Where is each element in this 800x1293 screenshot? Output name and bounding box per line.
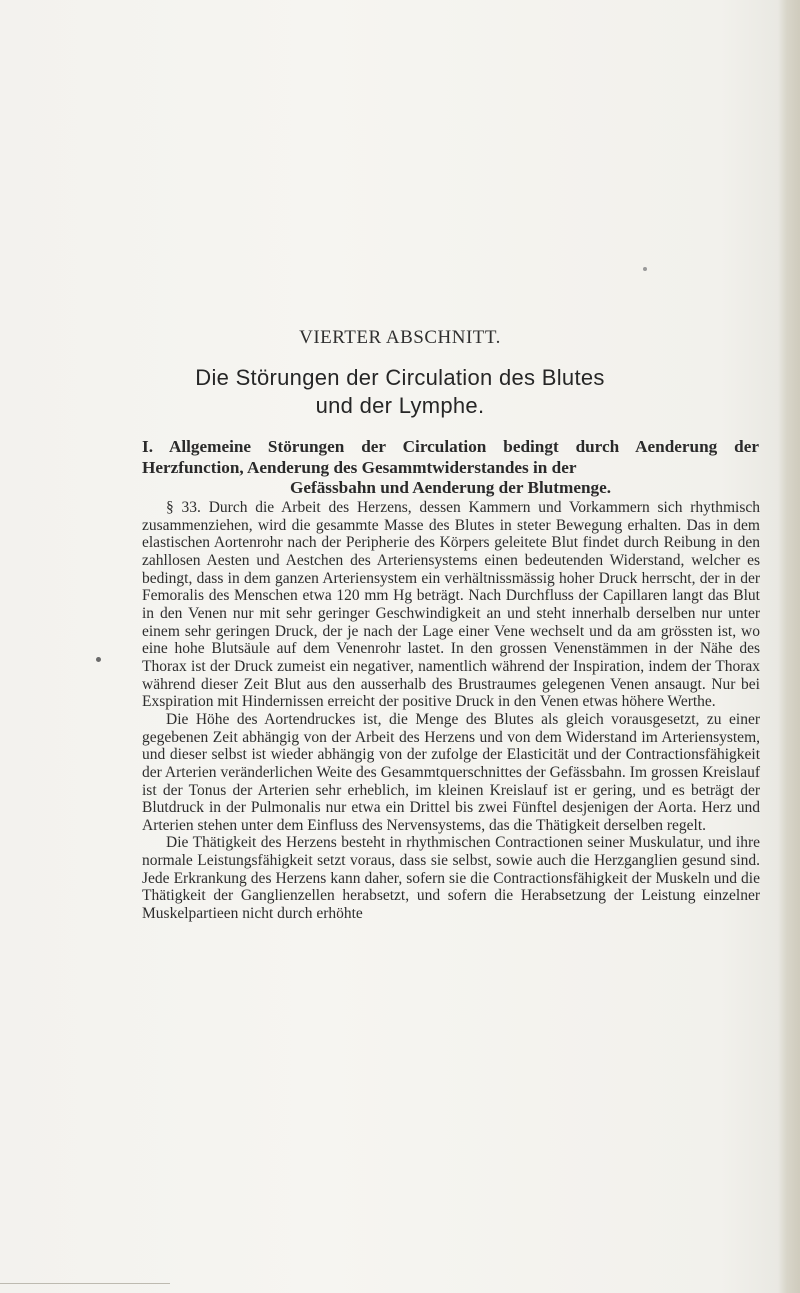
chapter-title-line-2: und der Lymphe.: [315, 393, 485, 418]
section-label: VIERTER ABSCHNITT.: [299, 327, 501, 348]
bottom-rule: [0, 1283, 170, 1284]
page-edge-shadow: [778, 0, 800, 1293]
ink-speck: [96, 657, 101, 662]
paragraph-aortendruck: Die Höhe des Aortendruckes ist, die Menge des Blutes als gleich vorausgesetzt, zu einer gegebenen Zeit abhängig von der Arbeit des Herzens und von dem Widerstand im Arteriensystem, und dieser selbst ist wieder abhängig von der zufolge der Elasticität und der Contractionsfähigkeit der Arterien veränderlichen Weite des Gesammtquerschnittes der Gefässbahn. Im grossen Kreislauf ist der Tonus der Arterien sehr erheblich, im kleinen Kreislauf ist er gering, und es beträgt der Blutdruck in der Pulmonalis nur etwa ein Drittel bis zwei Fünftel desjenigen der Aorta. Herz und Arterien stehen unter dem Einfluss des Nervensystems, das die Thätigkeit derselben regelt.: [142, 710, 760, 834]
paragraph-33: § 33. Durch die Arbeit des Herzens, dessen Kammern und Vorkammern sich rhythmisch zusammenziehen, wird die gesammte Masse des Blutes in steter Bewegung erhalten. Das in dem elastischen Aortenrohr nach der Peripherie des Körpers geleitete Blut findet durch Reibung in den zahllosen Aesten und Aestchen des Arteriensystems einen bedeutenden Widerstand, welcher es bedingt, dass in dem ganzen Arteriensystem ein verhältnissmässig hoher Druck herrscht, der in der Femoralis des Menschen etwa 120 mm Hg beträgt. Nach Durchfluss der Capillaren langt das Blut in den Venen nur mit sehr geringer Geschwindigkeit an und steht innerhalb derselben nur unter einem sehr geringen Druck, der je nach der Lage einer Vene wechselt und da am grössten ist, wo eine hohe Blutsäule auf dem Venenrohr lastet. In den grossen Venenstämmen in der Nähe des Thorax ist der Druck zumeist ein negativer, namentlich während der Inspiration, indem der Thorax während dieser Zeit Blut aus den ausserhalb des Brustraumes gelegenen Venen ansaugt. Nur bei Exspiration mit Hindernissen erreicht der positive Druck in den Venen etwas höhere Werthe.: [142, 499, 760, 711]
body-text: [142, 499, 760, 923]
ink-speck: [643, 267, 647, 271]
chapter-title-line-1: Die Störungen der Circulation des Blutes: [195, 365, 605, 390]
subsection-heading: [142, 437, 759, 499]
paragraph-herzthaetigkeit: Die Thätigkeit des Herzens besteht in rhythmischen Contractionen seiner Muskulatur, und ihre normale Leistungsfähigkeit setzt voraus, dass sie selbst, sowie auch die Herzganglien gesund sind. Jede Erkrankung des Herzens kann daher, sofern sie die Contractionsfähigkeit der Muskeln und die Thätigkeit der Ganglienzellen herabsetzt, und sofern die Herabsetzung der Leistung einzelner Muskelpartieen nicht durch erhöhte: [142, 834, 760, 923]
subsection-heading-last-line: Gefässbahn und Aenderung der Blutmenge.: [289, 478, 612, 497]
subsection-heading-text: I. Allgemeine Störungen der Circulation bedingt durch Aenderung der Herzfunction, Aenderung des Gesammtwiderstandes in der: [142, 437, 759, 477]
